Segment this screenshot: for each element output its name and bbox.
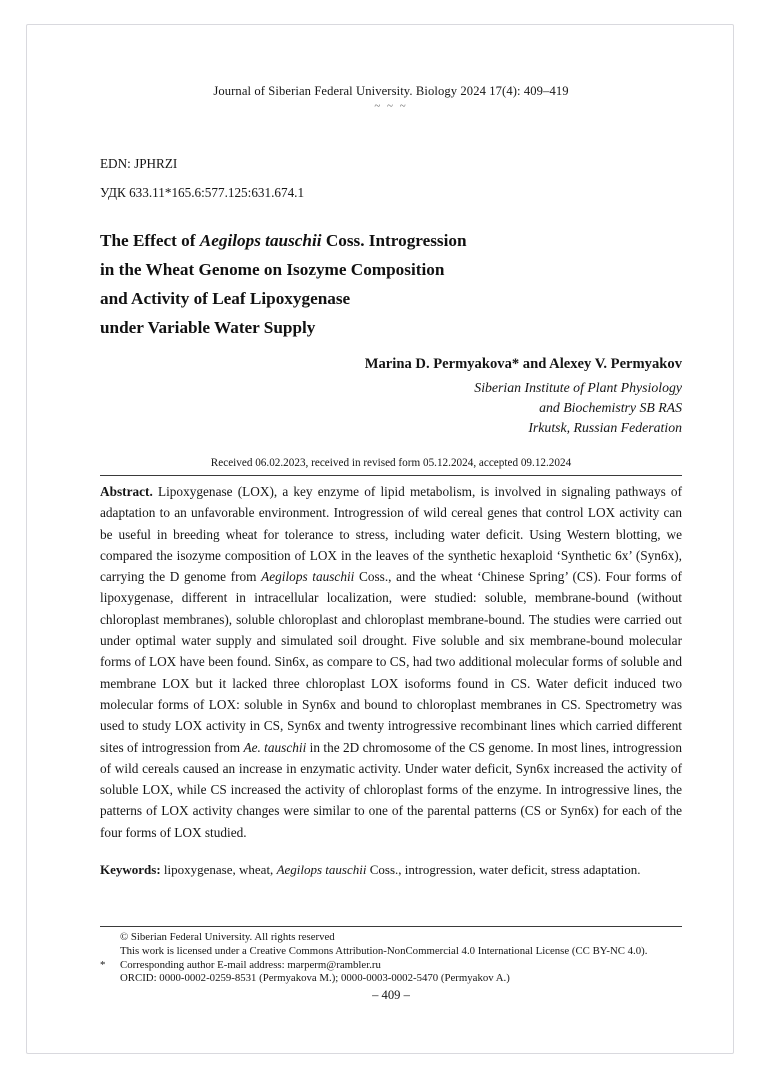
license-line: This work is licensed under a Creative Commons Attribution-NonCommercial 4.0 International License (CC BY-NC 4.0). [120, 944, 648, 957]
edn-code: EDN: JPHRZI [100, 156, 178, 171]
abstract-text: Lipoxygenase (LOX), a key enzyme of lipid metabolism, is involved in signaling pathways of adaptation to an unfavorable environment. Introgression of wild cereal genes that control LOX activity can be useful in breeding wheat for tolerance to stress, including water deficit. Using Western blotting, we compared the isozyme composition of LOX in the leaves of the synthetic hexaploid ‘Synthetic 6x’ (Syn6x), carrying the D genome from Aegilops tauschii Coss., and the wheat ‘Chinese Spring’ (CS). Four forms of lipoxygenase, different in intracellular localization, were studied: soluble, membrane-bound (without chloroplast membranes), soluble chloroplast and chloroplast membrane-bound. The studies were carried out under optimal water supply and simulated soil drought. Five soluble and six membrane-bound molecular forms of LOX have been found. Sin6x, as compare to CS, had two additional molecular forms of soluble and membrane LOX but it lacked three chloroplast LOX isoforms found in CS. Water deficit induced two molecular forms of LOX: soluble in Syn6x and bound to chloroplast membranes in CS. Spectrometry was used to study LOX activity in CS, Syn6x and twenty introgressive recombinant lines which carried different sites of introgression from Ae. tauschii in the 2D chromosome of the CS genome. In most lines, introgression of wild cereals caused an increase in enzymatic activity. Under water deficit, Syn6x increased the activity of soluble LOX, while CS increased the activity of chloroplast forms of the enzyme. In introgressive lines, the patterns of LOX activity changes were similar to one of the parental patterns (CS or Syn6x) for each of the four forms of LOX studied. [100, 484, 683, 840]
footnote-row [100, 972, 682, 986]
keywords-label: Keywords: [100, 862, 161, 878]
page-number: – 409 – [372, 988, 410, 1002]
article-title [100, 226, 682, 342]
footnote-marker [100, 931, 120, 945]
udk-code: УДК 633.11*165.6:577.125:631.674.1 [100, 185, 305, 200]
footnote-rule [100, 926, 682, 927]
footnote-marker [100, 972, 120, 986]
affiliation-line: Irkutsk, Russian Federation [528, 420, 682, 435]
footnote-block [100, 926, 682, 986]
title-line: The Effect of Aegilops tauschii Coss. Introgression [100, 231, 467, 250]
received-dates: Received 06.02.2023, received in revised form 05.12.2024, accepted 09.12.2024 [210, 457, 572, 469]
affiliation [100, 378, 682, 438]
corresponding-author-line: Corresponding author E-mail address: marperm@rambler.ru [120, 958, 381, 971]
keywords-text: lipoxygenase, wheat, Aegilops tauschii Coss., introgression, water deficit, stress adaptation. [160, 862, 641, 878]
copyright-line: © Siberian Federal University. All rights reserved [120, 931, 335, 943]
affiliation-line: and Biochemistry SB RAS [539, 400, 682, 415]
divider-rule [100, 475, 682, 476]
orcid-line: ORCID: 0000-0002-0259-8531 (Permyakova M.); 0000-0003-0002-5470 (Permyakov A.) [120, 972, 510, 985]
journal-header: Journal of Siberian Federal University. Biology 2024 17(4): 409–419 [213, 84, 569, 98]
author-names: Marina D. Permyakova* and Alexey V. Permyakov [364, 356, 682, 372]
abstract-paragraph [100, 481, 682, 843]
footnote-marker: * [100, 958, 106, 971]
title-line: and Activity of Leaf Lipoxygenase [100, 289, 351, 308]
title-line: under Variable Water Supply [100, 318, 316, 337]
keywords-line [100, 859, 682, 880]
affiliation-line: Siberian Institute of Plant Physiology [474, 380, 682, 395]
authors-block [100, 356, 682, 438]
abstract-label: Abstract. [100, 484, 153, 499]
title-line: in the Wheat Genome on Isozyme Composition [100, 260, 445, 279]
footnote-row [100, 931, 682, 945]
tilde-divider: ~ ~ ~ [374, 100, 408, 112]
paper-page [100, 0, 682, 880]
footnote-row [100, 959, 682, 973]
footnote-row [100, 945, 682, 959]
footnote-marker [100, 945, 120, 959]
